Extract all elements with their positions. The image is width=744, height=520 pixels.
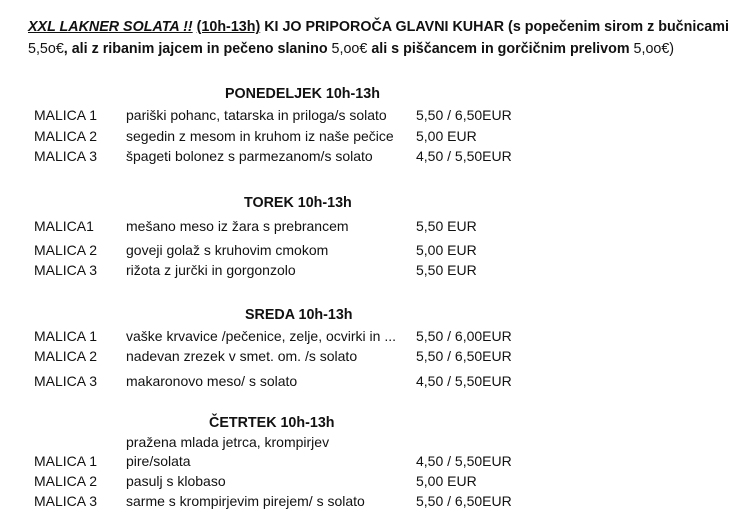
menu-dish: segedin z mesom in kruhom iz naše pečice — [126, 128, 394, 144]
menu-label: MALICA 2 — [34, 348, 98, 364]
menu-row — [0, 493, 744, 513]
menu-label: MALICA 3 — [34, 493, 98, 509]
intro-line-1 — [28, 16, 740, 38]
menu-row — [0, 348, 744, 368]
salad-price-2: 5,oo€ — [331, 41, 368, 57]
menu-row — [0, 218, 744, 238]
menu-label: MALICA 1 — [34, 453, 98, 469]
menu-label: MALICA 3 — [34, 148, 98, 164]
salad-hours: (10h-13h) — [196, 19, 261, 35]
menu-label: MALICA 2 — [34, 128, 98, 144]
menu-price: 5,50 / 6,00EUR — [416, 328, 512, 344]
menu-dish: rižota z jurčki in gorgonzolo — [126, 262, 296, 278]
menu-price: 4,50 / 5,50EUR — [416, 148, 512, 164]
menu-price: 5,00 EUR — [416, 242, 477, 258]
menu-dish: goveji golaž s kruhovim cmokom — [126, 242, 329, 258]
menu-dish: špageti bolonez s parmezanom/s solato — [126, 148, 373, 164]
day-title-wednesday: SREDA 10h-13h — [245, 307, 353, 323]
menu-price: 5,50 EUR — [416, 262, 477, 278]
menu-label: MALICA 3 — [34, 373, 98, 389]
menu-dish: pariški pohanc, tatarska in priloga/s solato — [126, 107, 387, 123]
menu-price: 5,50 / 6,50EUR — [416, 348, 512, 364]
day-title-tuesday: TOREK 10h-13h — [244, 195, 352, 211]
menu-row — [0, 473, 744, 493]
menu-dish: makaronovo meso/ s solato — [126, 373, 298, 389]
menu-price: 5,50 / 6,50EUR — [416, 107, 512, 123]
day-title-monday: PONEDELJEK 10h-13h — [225, 86, 380, 102]
menu-price: 5,50 / 6,50EUR — [416, 493, 512, 509]
salad-price-3: 5,oo€) — [633, 41, 675, 57]
intro-block — [28, 16, 740, 60]
menu-label: MALICA 2 — [34, 473, 98, 489]
menu-price: 5,50 EUR — [416, 218, 477, 234]
menu-label: MALICA1 — [34, 218, 94, 234]
salad-title: XXL LAKNER SOLATA !! — [28, 19, 193, 35]
day-title-thursday: ČETRTEK 10h-13h — [209, 415, 335, 431]
menu-row — [0, 128, 744, 148]
menu-price: 4,50 / 5,50EUR — [416, 373, 512, 389]
menu-row — [0, 453, 744, 473]
dish-first-line: pražena mlada jetrca, krompirjev — [126, 434, 330, 450]
salad-option-1: , ali z ribanim jajcem in pečeno slanino — [63, 41, 328, 57]
intro-line-2 — [28, 38, 740, 60]
menu-dish: pasulj s klobaso — [126, 473, 226, 489]
menu-label: MALICA 1 — [34, 107, 98, 123]
salad-option-2: ali s piščancem in gorčičnim prelivom — [371, 41, 630, 57]
menu-row — [0, 262, 744, 282]
menu-dish: mešano meso iz žara s prebrancem — [126, 218, 349, 234]
menu-dish: nadevan zrezek v smet. om. /s solato — [126, 348, 358, 364]
menu-row — [0, 148, 744, 168]
menu-dish: vaške krvavice /pečenice, zelje, ocvirki in ... — [126, 328, 396, 344]
menu-row — [0, 107, 744, 127]
menu-row — [0, 242, 744, 262]
menu-price: 5,00 EUR — [416, 128, 477, 144]
menu-dish: sarme s krompirjevim pirejem/ s solato — [126, 493, 365, 509]
salad-description: KI JO PRIPOROČA GLAVNI KUHAR (s popečenim sirom z bučnicami — [264, 19, 729, 35]
menu-row — [0, 328, 744, 348]
salad-price-1: 5,5o€ — [28, 41, 64, 57]
menu-price: 5,00 EUR — [416, 473, 477, 489]
menu-label: MALICA 1 — [34, 328, 98, 344]
menu-label: MALICA 2 — [34, 242, 98, 258]
menu-row — [0, 373, 744, 393]
menu-dish: pire/solata — [126, 453, 191, 469]
menu-label: MALICA 3 — [34, 262, 98, 278]
menu-price: 4,50 / 5,50EUR — [416, 453, 512, 469]
